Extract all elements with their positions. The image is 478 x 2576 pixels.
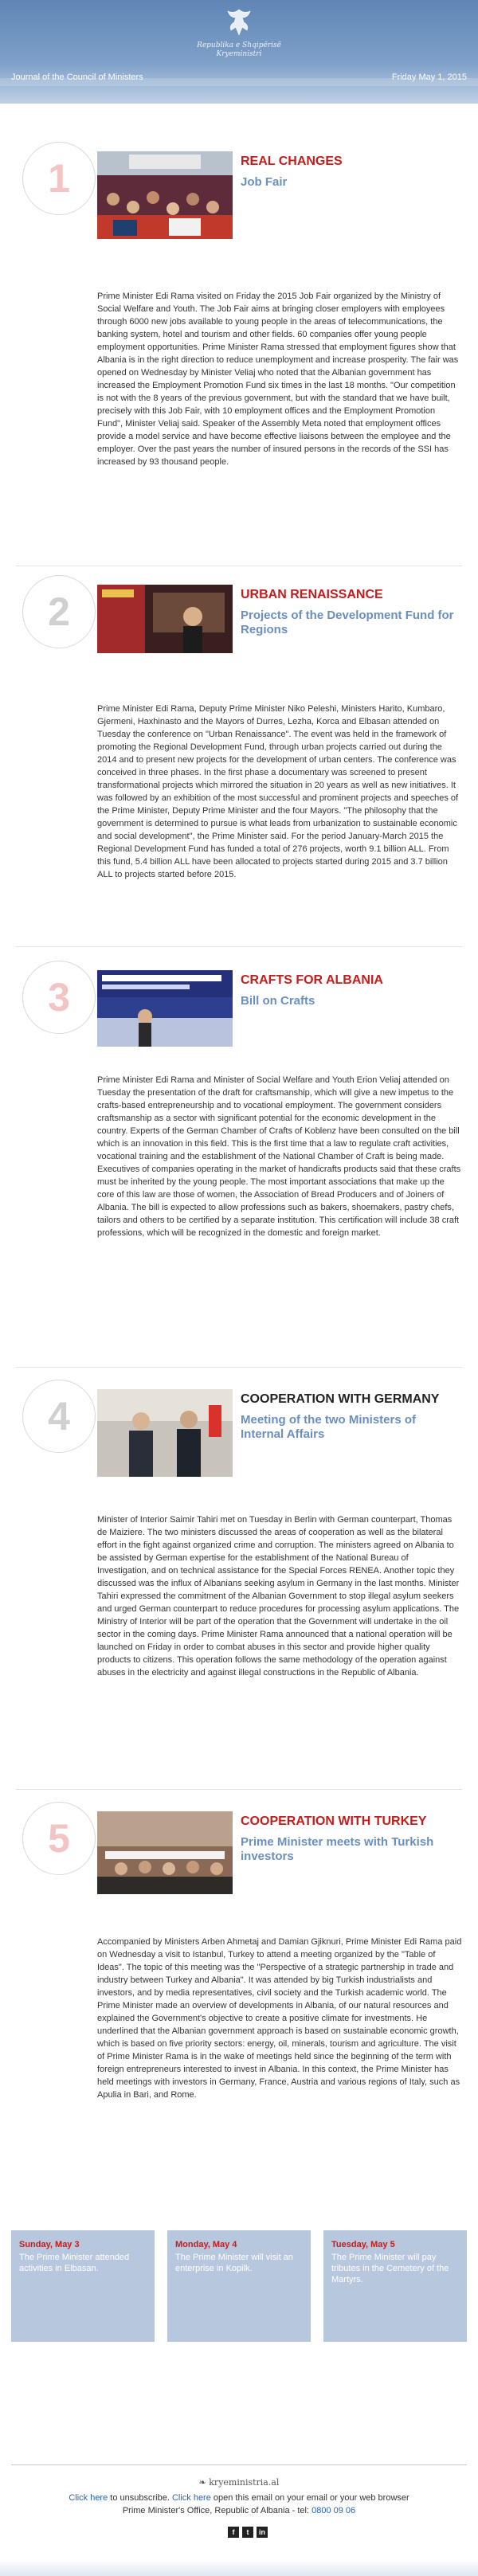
upcoming-agenda xyxy=(11,2230,467,2342)
gov-name-line1: Republika e Shqipërisë xyxy=(197,41,281,49)
agenda-text: The Prime Minister will visit an enterprise in Kopilk. xyxy=(175,2253,293,2273)
office-address: Prime Minister's Office, Republic of Albania - tel: xyxy=(122,2506,312,2515)
browser-link[interactable]: Click here xyxy=(171,2493,211,2503)
eagle-emblem-icon xyxy=(225,6,253,38)
agenda-card[interactable] xyxy=(167,2230,311,2342)
article-body: Minister of Interior Saimir Tahiri met on Tuesday in Berlin with German counterpart, Thomas de Maiziere. The two ministers discussed the areas of cooperation as well as the bilateral effort in the fight against organized crime and corruption. The ministers agreed on Albania to be assisted by German expertise for the establishment of the National Bureau of Investigation, and on technical assistance for the Special Forces RENEA. Another topic they discussed was the influx of Albanians seeking asylum in Germany in the last months. Minister Tahiri expressed the commitment of the Albanian Government to stop illegal asylum seekers and urged German counterpart to reduce procedures for processing asylum applications. The Ministry of Interior will be part of the operation that the Government will undertake in the oil sector in the coming days. Prime Minister Rama announced that a national operation will be launched on Friday in order to combat abuses in this sector and provide higher quality products to citizens. This operation follows the same methodology of the operation against abuses in the electricity and against illegal constructions in the Republic of Albania. xyxy=(97,1515,460,1678)
agenda-text: The Prime Minister will pay tributes in the Cemetery of the Martyrs. xyxy=(331,2253,449,2284)
article-photo-job-fair[interactable] xyxy=(97,151,233,239)
article-category: CRAFTS FOR ALBANIA xyxy=(241,973,383,987)
article-body: Accompanied by Ministers Arben Ahmetaj and Damian Gjiknuri, Prime Minister Edi Rama paid on Wednesday a visit to Istanbul, Turkey to attend a meeting organized by the "Table of Ideas". The topic of this meeting was the "Perspective of a strategic partnership in trade and industry between Turkey and Albania". It was attended by big Turkish industrialists and investors, and by media representatives, civil society and the Turkish academic world. The Prime Minister made an overview of developments in Albania, of our natural resources and explained the Government's objective to create a positive climate for investments. He underlined that the Albanian government approach is based on sustainable economic growth, which is based on five priority sectors: energy, oil, minerals, tourism and agriculture. The visit of Prime Minister Rama is in the wake of meetings held since the beginning of the term with foreign entrepreneurs interested to invest in Albania. In this context, the Prime Minister has held meetings with investors in Germany, France, Austria and various regions of Italy, such as Apulia in Bari, and Rome. xyxy=(97,1937,462,2100)
article-number-badge xyxy=(22,1380,96,1453)
phone-link[interactable]: 0800 09 06 xyxy=(311,2506,356,2515)
article-body: Prime Minister Edi Rama and Minister of Social Welfare and Youth Erion Veliaj attended on Tuesday the presentation of the draft for craftsmanship, which will give a new impetus to the crafts-based entrepreneurship and to vocational employment. The government considers craftsmanship as a sector with significant potential for the economic development in the country. Experts of the German Chamber of Crafts of Koblenz have been consulted on the bill which is an innovation in this field. This is the first time that a law to regulate craft activities, vocational training and the establishment of the National Chamber of Craft is being made. Executives of companies operating in the market of handicrafts products said that these crafts must be inherited by the young people. The most important associations that make up the core of this law are those of women, the Association of Bread Producers and of Joiners of Albania. The bill is expected to allow professions such as bakers, shoemakers, pastry chefs, tailors and others to be certified by a separate institution. This certification will include 38 craft professions, which will be recognized in the domestic and foreign market. xyxy=(97,1075,461,1238)
social-links xyxy=(228,2527,280,2538)
article-subtitle[interactable]: Bill on Crafts xyxy=(241,994,315,1008)
article-number: 2 xyxy=(48,589,70,634)
twitter-icon[interactable]: t xyxy=(242,2527,253,2538)
footer-divider xyxy=(11,2464,467,2465)
article-body: Prime Minister Edi Rama visited on Friday the 2015 Job Fair organized by the Ministry of Social Welfare and Youth. The Job Fair aims at bringing closer employers with employees through 6000 new jobs available to young people in the areas of telecommunications, the banking system, hotel and tourism and other fields. 60 companies offer young people employment opportunities. Prime Minister Rama stressed that employment figures show that Albania is in the right direction to reduce unemployment and increase prosperity. The fair was opened on Wednesday by Minister Veliaj who noted that the Albanian government has increased the Employment Promotion Fund six times in the last 18 months. "Our competition is not with the 8 years of the previous government, but with the standard that we have built, precisely with this Job Fair, with 10 employment offices and the Employment Promotion Fund", Minister Veliaj said. Speaker of the Assembly Meta noted that employment offices provide a model service and have become effective liaisons between the employee and the employer. Over the past years the number of insured persons in the records of the SSI has increased by 93 thousand people. xyxy=(97,292,459,467)
article-photo-urban[interactable] xyxy=(97,585,233,653)
article-number: 3 xyxy=(48,975,70,1020)
article-number: 5 xyxy=(48,1816,70,1861)
section-divider xyxy=(16,1789,462,1790)
unsubscribe-text: to unsubscribe. xyxy=(108,2493,172,2503)
footer-address xyxy=(0,2506,478,2515)
browser-text: open this email on your email or your web browser xyxy=(210,2493,409,2503)
agenda-text: The Prime Minister attended activities in Elbasan. xyxy=(19,2253,130,2273)
article-category: COOPERATION WITH TURKEY xyxy=(241,1815,427,1828)
article-photo-crafts[interactable] xyxy=(97,970,233,1047)
article-number-badge xyxy=(22,142,96,215)
unsubscribe-link[interactable]: Click here xyxy=(69,2493,108,2503)
article-number-badge xyxy=(22,575,96,648)
footer-links xyxy=(0,2493,478,2503)
linkedin-icon[interactable]: in xyxy=(257,2527,268,2538)
agenda-card[interactable] xyxy=(11,2230,155,2342)
journal-title: Journal of the Council of Ministers xyxy=(11,72,143,82)
section-divider xyxy=(16,946,462,947)
site-name[interactable]: kryeministria.al xyxy=(209,2477,280,2488)
agenda-day: Sunday, May 3 xyxy=(19,2240,80,2249)
facebook-icon[interactable]: f xyxy=(228,2527,239,2538)
article-number: 1 xyxy=(48,156,70,201)
agenda-day: Monday, May 4 xyxy=(175,2240,237,2249)
site-link[interactable] xyxy=(0,2477,478,2488)
article-photo-turkey[interactable] xyxy=(97,1811,233,1894)
article-photo-germany[interactable] xyxy=(97,1389,233,1477)
article-category: COOPERATION WITH GERMANY xyxy=(241,1392,440,1406)
government-name xyxy=(175,41,303,59)
header xyxy=(0,0,478,104)
article-number-badge xyxy=(22,1802,96,1875)
eagle-small-icon: ❧ xyxy=(198,2477,210,2488)
article-subtitle[interactable]: Job Fair xyxy=(241,175,288,189)
article-subtitle[interactable]: Projects of the Development Fund for Regions xyxy=(241,609,454,636)
issue-date: Friday May 1, 2015 xyxy=(391,72,467,82)
article-category: URBAN RENAISSANCE xyxy=(241,588,383,601)
gov-name-line2: Kryeministri xyxy=(216,50,262,58)
bottom-band xyxy=(0,2560,478,2576)
article-subtitle[interactable]: Prime Minister meets with Turkish investors xyxy=(241,1835,434,1863)
agenda-card[interactable] xyxy=(323,2230,467,2342)
article-category: REAL CHANGES xyxy=(241,155,343,168)
section-divider xyxy=(16,1367,462,1368)
article-number-badge xyxy=(22,961,96,1034)
agenda-day: Tuesday, May 5 xyxy=(331,2240,395,2249)
article-body: Prime Minister Edi Rama, Deputy Prime Minister Niko Peleshi, Ministers Harito, Kumbaro, Gjermeni, Haxhinasto and the Mayors of Durres, Lezha, Korca and Elbasan attended on Tuesday the conference on "Urban Renaissance". The event was held in the framework of promoting the Regional Development Fund, through urban projects carried out during the 2014 and to present new projects for the development of urban centers. The conference was conceived in three phases. In the first phase a documentary was screened to present transformational projects which mirrored the situation in 20 years as well as new initiatives. It was followed by an exhibition of the most successful and prominent projects and speeches of the Prime Minister, Deputy Prime Minister and the four Mayors. "The philosophy that the government is determined to pursue is what leads from urbanization to sustainable economic and social development", the Prime Minister said. For the period January-March 2015 the Regional Development Fund has funded a total of 276 projects, worth 9.1 billion ALL. From this fund, 5.4 billion ALL have been allocated to projects started during 2015 and 3.7 billion ALL to projects started before 2015. xyxy=(97,704,459,879)
article-subtitle[interactable]: Meeting of the two Ministers of Internal Affairs xyxy=(241,1413,416,1441)
article-number: 4 xyxy=(48,1394,70,1439)
